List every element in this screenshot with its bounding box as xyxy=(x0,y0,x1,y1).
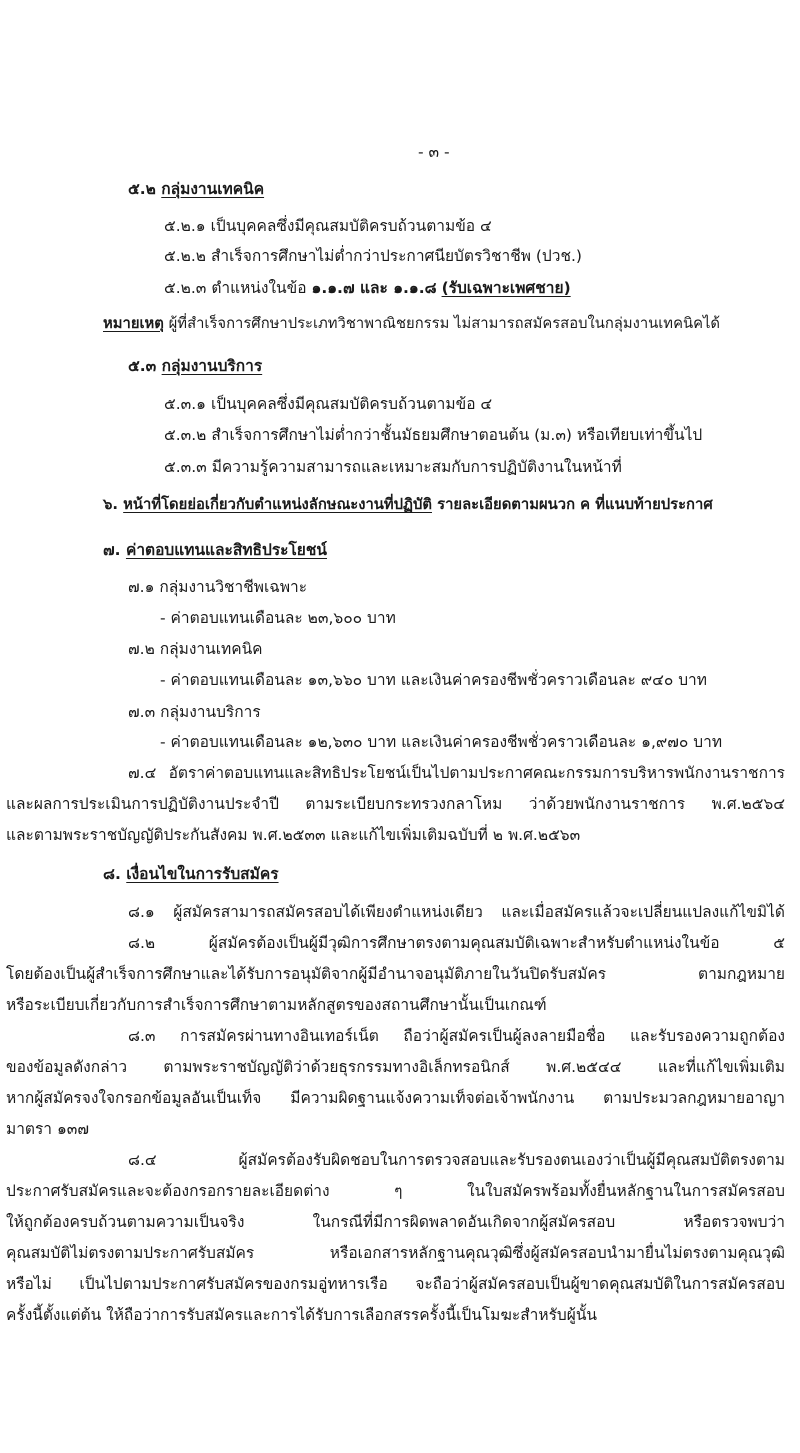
section-5-3-heading xyxy=(128,357,262,376)
section-5-3-title: กลุ่มงานบริการ xyxy=(161,357,263,375)
p-8-4-line-1: ๘.๔ ผู้สมัครต้องรับผิดชอบในการตรวจสอบและรับรองตนเองว่าเป็นผู้มีคุณสมบัติตรงตาม xyxy=(128,1151,785,1169)
item-5-2-3-positions: ๑.๑.๗ และ ๑.๑.๘ xyxy=(311,279,437,297)
item-7-2-detail: - ค่าตอบแทนเดือนละ ๑๓,๖๖๐ บาท และเงินค่าครองชีพชั่วคราวเดือนละ ๙๔๐ บาท xyxy=(160,671,707,689)
p-8-4-line-6: ครั้งนี้ตั้งแต่ต้น ให้ถือว่าการรับสมัครและการได้รับการเลือกสรรครั้งนี้เป็นโมฆะสำหรับผู้นั้น xyxy=(6,1306,598,1324)
p-8-1: ๘.๑ ผู้สมัครสามารถสมัครสอบได้เพียงตำแหน่งเดียว และเมื่อสมัครแล้วจะเปลี่ยนแปลงแก้ไขมิได้ xyxy=(128,903,785,921)
item-7-2: ๗.๒ กลุ่มงานเทคนิค xyxy=(128,640,263,658)
section-5-2-number: ๕.๒ xyxy=(128,180,156,198)
p-8-2-line-1: ๘.๒ ผู้สมัครต้องเป็นผู้มีวุฒิการศึกษาตรงตามคุณสมบัติเฉพาะสำหรับตำแหน่งในข้อ ๕ xyxy=(128,934,785,952)
p-8-4-line-5: หรือไม่ เป็นไปตามประกาศรับสมัครของกรมอู่ทหารเรือ จะถือว่าผู้สมัครสอบเป็นผู้ขาดคุณสมบัติในการสมัครสอบ xyxy=(6,1275,785,1293)
item-5-3-2: ๕.๓.๒ สำเร็จการศึกษาไม่ต่ำกว่าชั้นมัธยมศึกษาตอนต้น (ม.๓) หรือเทียบเท่าขึ้นไป xyxy=(164,426,703,444)
remark-label: หมายเหตุ xyxy=(103,315,164,332)
remark xyxy=(103,315,720,333)
item-7-1-detail: - ค่าตอบแทนเดือนละ ๒๓,๖๐๐ บาท xyxy=(160,609,396,627)
p-7-4-line-1: ๗.๔ อัตราค่าตอบแทนและสิทธิประโยชน์เป็นไปตามประกาศคณะกรรมการบริหารพนักงานราชการ xyxy=(128,764,785,782)
item-5-3-3: ๕.๓.๓ มีความรู้ความสามารถและเหมาะสมกับการปฏิบัติงานในหน้าที่ xyxy=(164,458,622,476)
section-6-title: หน้าที่โดยย่อเกี่ยวกับตำแหน่งลักษณะงานที่ปฏิบัติ xyxy=(123,496,432,513)
section-8-number: ๘. xyxy=(103,865,121,883)
p-7-4-line-3: และตามพระราชบัญญัติประกันสังคม พ.ศ.๒๕๓๓ และแก้ไขเพิ่มเติมฉบับที่ ๒ พ.ศ.๒๕๖๓ xyxy=(6,826,581,844)
section-7-title: ค่าตอบแทนและสิทธิประโยชน์ xyxy=(125,541,328,559)
section-5-2-heading xyxy=(128,180,264,199)
section-5-3-number: ๕.๓ xyxy=(128,357,157,375)
item-7-3-detail: - ค่าตอบแทนเดือนละ ๑๒,๖๓๐ บาท และเงินค่าครองชีพชั่วคราวเดือนละ ๑,๙๗๐ บาท xyxy=(160,733,723,751)
p-8-3-line-2: ของข้อมูลดังกล่าว ตามพระราชบัญญัติว่าด้วยธุรกรรมทางอิเล็กทรอนิกส์ พ.ศ.๒๕๔๔ และที่แก้ไขเพิ่มเติม xyxy=(6,1058,785,1076)
item-7-3: ๗.๓ กลุ่มงานบริการ xyxy=(128,703,261,721)
section-5-2-title: กลุ่มงานเทคนิค xyxy=(161,180,265,198)
p-8-2-line-3: หรือระเบียบเกี่ยวกับการสำเร็จการศึกษาตามหลักสูตรของสถานศึกษานั้นเป็นเกณฑ์ xyxy=(6,996,547,1014)
item-5-2-3-male-only: (รับเฉพาะเพศชาย) xyxy=(441,279,571,297)
p-8-2-line-2: โดยต้องเป็นผู้สำเร็จการศึกษาและได้รับการอนุมัติจากผู้มีอำนาจอนุมัติภายในวันปิดรับสมัคร ตามกฎหมาย xyxy=(6,965,785,983)
item-5-2-2: ๕.๒.๒ สำเร็จการศึกษาไม่ต่ำกว่าประกาศนียบัตรวิชาชีพ (ปวช.) xyxy=(164,247,582,265)
page-number: - ๓ - xyxy=(418,143,450,161)
section-7-heading xyxy=(103,541,327,560)
p-8-3-line-1: ๘.๓ การสมัครผ่านทางอินเทอร์เน็ต ถือว่าผู้สมัครเป็นผู้ลงลายมือชื่อ และรับรองความถูกต้อง xyxy=(128,1027,785,1045)
p-8-3-line-4: มาตรา ๑๓๗ xyxy=(6,1120,90,1138)
p-8-4-line-2: ประกาศรับสมัครและจะต้องกรอกรายละเอียดต่าง ๆ ในใบสมัครพร้อมทั้งยื่นหลักฐานในการสมัครสอบ xyxy=(6,1182,785,1200)
item-5-2-3 xyxy=(164,279,571,298)
section-8-heading xyxy=(103,865,279,884)
section-6 xyxy=(103,496,713,514)
p-8-4-line-4: คุณสมบัติไม่ตรงตามประกาศรับสมัคร หรือเอกสารหลักฐานคุณวุฒิซึ่งผู้สมัครสอบนำมายื่นไม่ตรงตามคุณวุฒิ xyxy=(6,1244,785,1262)
section-6-rest: รายละเอียดตามผนวก ค ที่แนบท้ายประกาศ xyxy=(437,496,713,513)
item-5-3-1: ๕.๓.๑ เป็นบุคคลซึ่งมีคุณสมบัติครบถ้วนตามข้อ ๔ xyxy=(164,395,493,413)
p-8-3-line-3: หากผู้สมัครจงใจกรอกข้อมูลอันเป็นเท็จ มีความผิดฐานแจ้งความเท็จต่อเจ้าพนักงาน ตามประมวลกฎหมายอาญา xyxy=(6,1089,785,1107)
item-7-1: ๗.๑ กลุ่มงานวิชาชีพเฉพาะ xyxy=(128,578,308,596)
item-5-2-3-prefix: ๕.๒.๓ ตำแหน่งในข้อ xyxy=(164,279,307,297)
section-7-number: ๗. xyxy=(103,541,121,559)
p-7-4-line-2: และผลการประเมินการปฏิบัติงานประจำปี ตามระเบียบกระทรวงกลาโหม ว่าด้วยพนักงานราชการ พ.ศ.๒๕๖๔ xyxy=(6,795,785,813)
section-6-number: ๖. xyxy=(103,496,119,513)
section-8-title: เงื่อนไขในการรับสมัคร xyxy=(126,865,279,883)
p-8-4-line-3: ให้ถูกต้องครบถ้วนตามความเป็นจริง ในกรณีที่มีการผิดพลาดอันเกิดจากผู้สมัครสอบ หรือตรวจพบว่า xyxy=(6,1213,785,1231)
item-5-2-1: ๕.๒.๑ เป็นบุคคลซึ่งมีคุณสมบัติครบถ้วนตามข้อ ๔ xyxy=(164,217,492,235)
remark-text: ผู้ที่สำเร็จการศึกษาประเภทวิชาพาณิชยกรรม ไม่สามารถสมัครสอบในกลุ่มงานเทคนิคได้ xyxy=(168,315,721,332)
